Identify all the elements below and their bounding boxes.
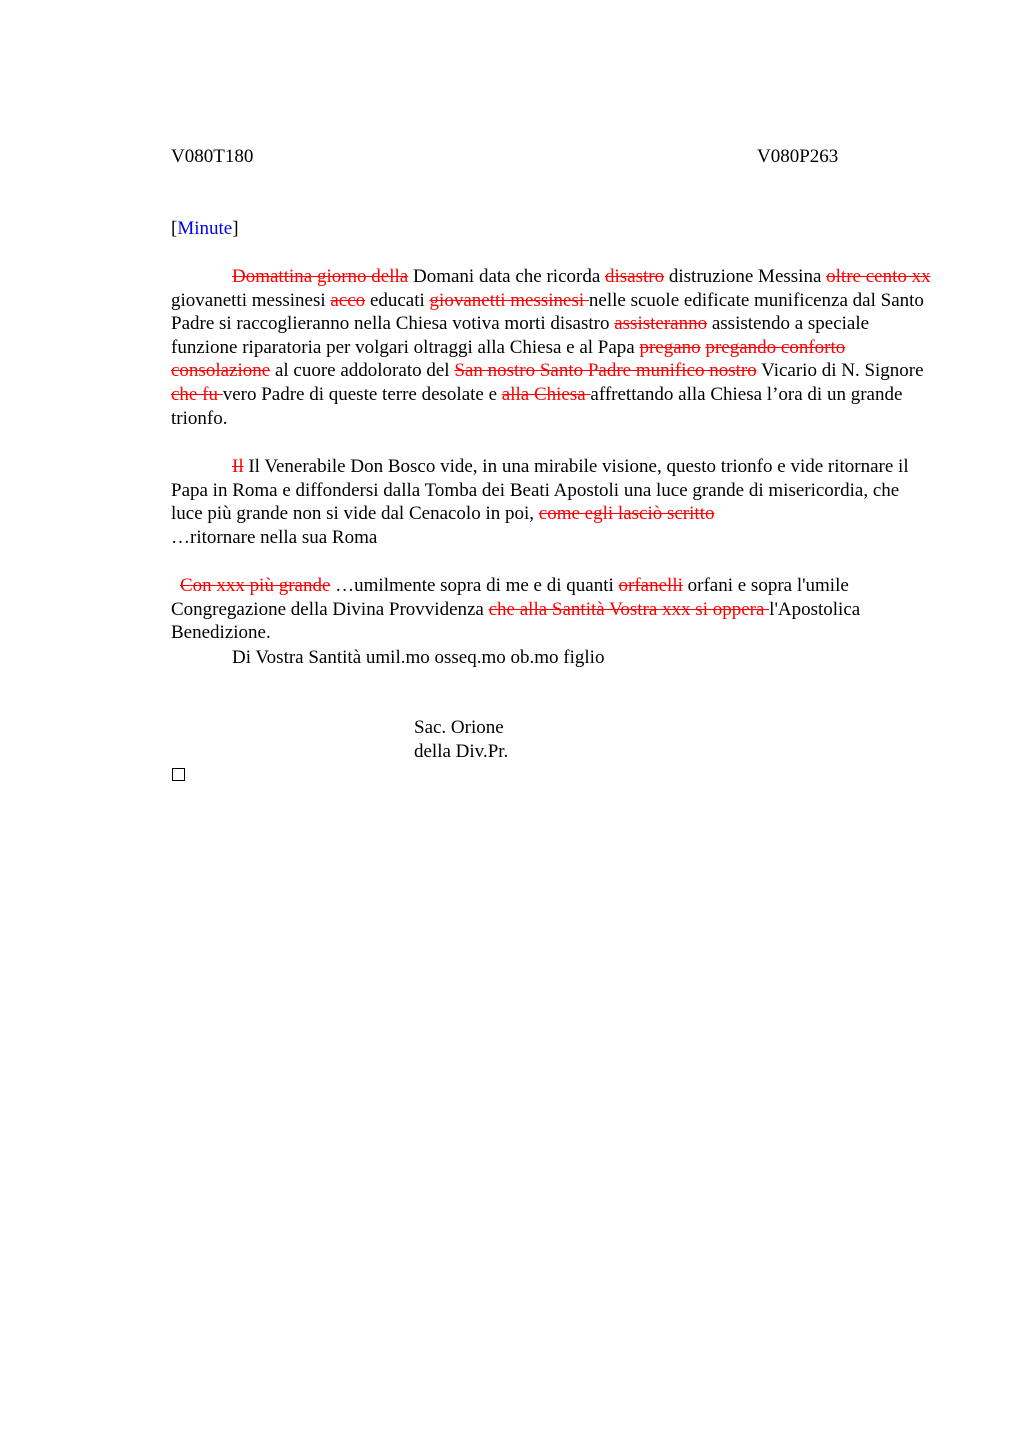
tag-close-bracket: ] xyxy=(232,218,239,239)
deleted-text: acco xyxy=(330,289,366,311)
deleted-text: che alla Santità Vostra xxx si oppera xyxy=(488,598,770,620)
text-run: vero Padre di queste terre desolate e xyxy=(222,383,502,405)
deleted-text: assisteranno xyxy=(614,313,708,335)
deleted-text: che fu xyxy=(171,383,223,405)
deleted-text: giovanetti messinesi xyxy=(429,289,589,311)
text-run: …ritornare nella sua Roma xyxy=(171,526,378,548)
document-code-right: V080P263 xyxy=(757,146,839,167)
text-run: Il Venerabile Don Bosco vide, in una mirabile visione, questo trionfo e vide ritornare il Papa in Roma e diffondersi dalla Tomba dei Beati Apostoli una luce grande di misericordia, che luce più grande non si vide dal Cenacolo in poi, xyxy=(171,456,909,525)
deleted-text: Con xxx più grande xyxy=(180,575,331,596)
deleted-text: disastro xyxy=(605,266,665,287)
signature-organization: della Div.Pr. xyxy=(414,741,509,762)
signature-name: Sac. Orione xyxy=(414,717,504,738)
paragraph-2 xyxy=(171,455,931,549)
text-run: nelle scuole edificate munificenza dal Santo Padre si raccoglieranno nella Chiesa votiva morti disastro xyxy=(171,289,924,335)
text-run: distruzione Messina xyxy=(664,266,827,287)
text-run: Domani data che ricorda xyxy=(408,266,606,287)
tag-open-bracket: [ xyxy=(171,218,178,239)
closing-line: Di Vostra Santità umil.mo osseq.mo ob.mo figlio xyxy=(232,647,605,668)
text-run: Vicario di N. Signore xyxy=(756,360,924,382)
deleted-text: pregando conforto consolazione xyxy=(171,336,846,382)
text-run: educati xyxy=(365,289,430,311)
minute-tag xyxy=(171,217,239,241)
text-run: giovanetti messinesi xyxy=(171,289,331,311)
text-run: orfani e sopra l'umile Congregazione della Divina Provvidenza xyxy=(171,575,849,620)
text-run: assistendo a speciale funzione riparatoria per volgari oltraggi alla Chiesa e al Papa xyxy=(171,313,870,358)
deleted-text: pregano xyxy=(639,336,701,358)
text-run: l'Apostolica Benedizione. xyxy=(171,598,861,644)
deleted-text: oltre cento xx xyxy=(826,266,931,287)
deleted-text: come egli lasciò scritto xyxy=(538,503,715,525)
deleted-text: alla Chiesa xyxy=(501,383,591,405)
paragraph-3 xyxy=(171,574,931,645)
text-run: al cuore addolorato del xyxy=(270,360,455,382)
text-run: affrettando alla Chiesa l’ora di un grande trionfo. xyxy=(171,383,903,429)
deleted-text: Il xyxy=(232,456,244,477)
deleted-text: San nostro Santo Padre munifico nostro xyxy=(454,360,757,382)
document-code-left: V080T180 xyxy=(171,146,254,167)
deleted-text: Domattina giorno della xyxy=(232,266,409,287)
document-page xyxy=(171,0,931,1450)
paragraph-1 xyxy=(171,265,931,430)
deleted-text: orfanelli xyxy=(618,575,683,596)
minute-link[interactable]: Minute xyxy=(177,218,233,239)
text-run: …umilmente sopra di me e di quanti xyxy=(330,575,619,596)
checkbox-square-icon xyxy=(172,768,185,781)
